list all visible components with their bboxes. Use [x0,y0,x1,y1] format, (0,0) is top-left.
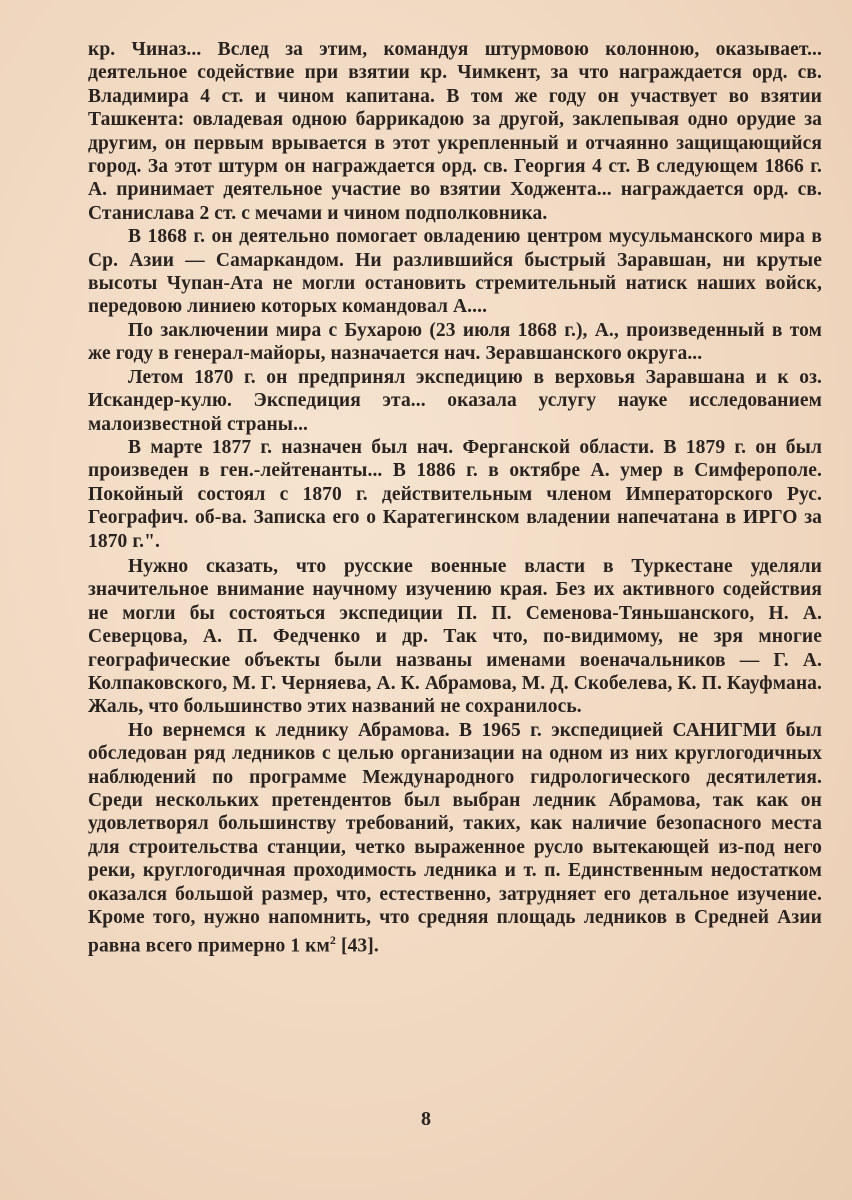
paragraph-7-text: Но вернемся к леднику Абрамова. В 1965 г. экспедицией САНИГМИ был обследован ряд ледников с целью организации на одном из них круглогодичных наблюдений по программе Международного гидрологического десятилетия. Среди нескольких претендентов был выбран ледник Абрамова, так как он удовлетворял большинству требований, таких, как наличие безопасного места для строительства станции, четко выраженное русло вытекающей из-под него реки, круглогодичная проходимость ледника и т. п. Единственным недостатком оказался большой размер, что, естественно, затрудняет его детальное изучение. Кроме того, нужно напомнить, что средняя площадь ледников в Средней Азии равна всего примерно 1 км [88,719,822,957]
paragraph-3: По заключении мира с Бухарою (23 июля 1868 г.), А., произведенный в том же году в генерал-майоры, назначается нач. Зеравшанского округа... [88,319,822,365]
page-number: 8 [421,1108,431,1130]
paragraph-7 [88,719,822,959]
paragraph-6: Нужно сказать, что русские военные власти в Туркестане уделяли значительное внимание научному изучению края. Без их активного содействия не могли бы состояться экспедиции П. П. Семенова-Тяньшанского, Н. А. Северцова, А. П. Федченко и др. Так что, по-видимому, не зря многие географические объекты были названы именами военачальников — Г. А. Колпаковского, М. Г. Черняева, А. К. Абрамова, М. Д. Скобелева, К. П. Кауфмана. Жаль, что большинство этих названий не сохранилось. [88,555,822,718]
paragraph-5: В марте 1877 г. назначен был нач. Ферганской области. В 1879 г. он был произведен в ген.-лейтенанты... В 1886 г. в октябре А. умер в Симферополе. Покойный состоял с 1870 г. действительным членом Императорского Рус. Географич. об-ва. Записка его о Каратегинском владении напечатана в ИРГО за 1870 г.". [88,436,822,552]
page-text-block [88,38,822,958]
citation-reference: [43]. [336,935,379,957]
paragraph-1: кр. Чиназ... Вслед за этим, командуя штурмовою колонною, оказывает... деятельное содействие при взятии кр. Чимкент, за что награждается орд. св. Владимира 4 ст. и чином капитана. В том же году он участвует во взятии Ташкента: овладевая одною баррикадою за другой, заклепывая одно орудие за другим, он первым врывается в этот укрепленный и отчаянно защищающийся город. За этот штурм он награждается орд. св. Георгия 4 ст. В следующем 1866 г. А. принимает деятельное участие во взятии Ходжента... награждается орд. св. Станислава 2 ст. с мечами и чином подполковника. [88,39,822,224]
paragraph-2: В 1868 г. он деятельно помогает овладению центром мусульманского мира в Ср. Азии — Самаркандом. Ни разлившийся быстрый Заравшан, ни крутые высоты Чупан-Ата не могли остановить стремительный натиск наших войск, передовою линиею которых командовал А.... [88,226,822,318]
paragraph-4: Летом 1870 г. он предпринял экспедицию в верховья Заравшана и к оз. Искандер-кулю. Экспедиция эта... оказала услугу науке исследованием малоизвестной страны... [88,366,822,435]
area-superscript: 2 [329,933,337,948]
